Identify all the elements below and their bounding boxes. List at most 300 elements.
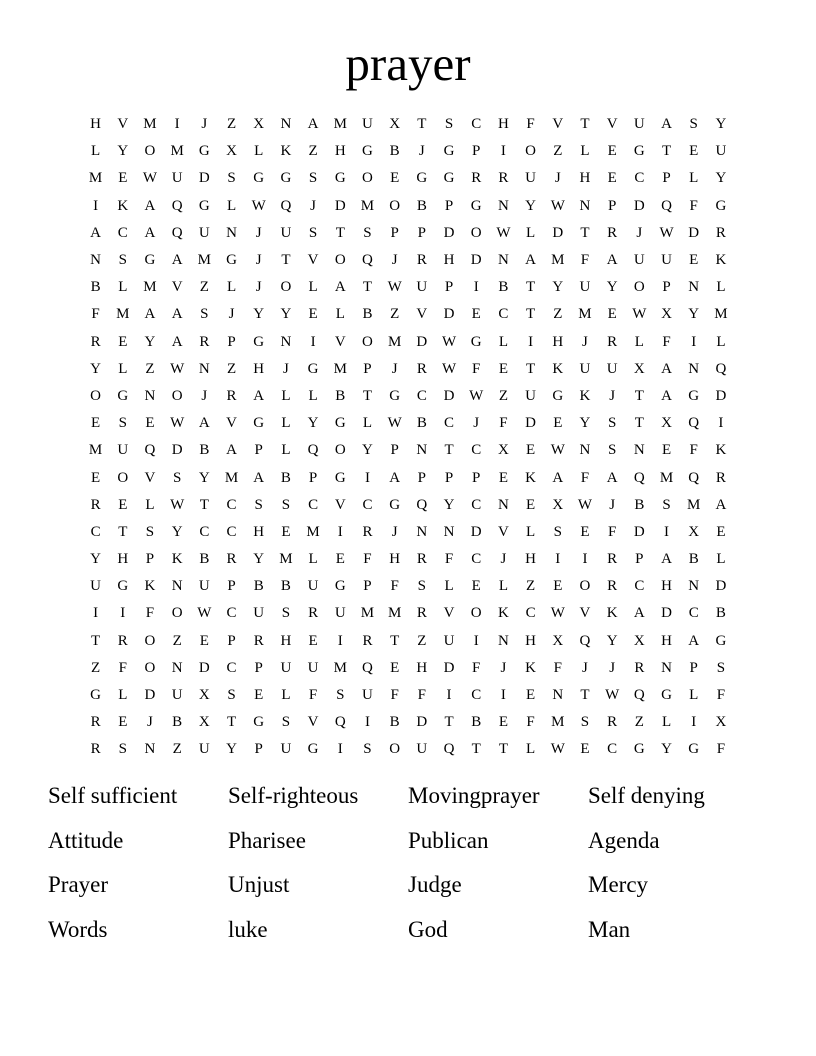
grid-letter[interactable]: M bbox=[143, 279, 157, 296]
grid-letter[interactable]: L bbox=[661, 714, 672, 731]
grid-letter[interactable]: J bbox=[636, 224, 643, 241]
grid-letter[interactable]: U bbox=[525, 387, 537, 404]
grid-letter[interactable]: J bbox=[473, 415, 480, 432]
grid-letter[interactable]: V bbox=[226, 415, 237, 432]
grid-letter[interactable]: W bbox=[251, 197, 266, 214]
grid-letter[interactable]: C bbox=[362, 496, 373, 513]
grid-letter[interactable]: O bbox=[144, 632, 156, 649]
grid-letter[interactable]: N bbox=[497, 632, 509, 649]
grid-letter[interactable]: X bbox=[389, 116, 401, 133]
grid-letter[interactable]: N bbox=[688, 360, 700, 377]
grid-letter[interactable]: N bbox=[280, 116, 292, 133]
grid-letter[interactable]: U bbox=[362, 116, 373, 133]
grid-letter[interactable]: G bbox=[661, 687, 672, 704]
grid-letter[interactable]: X bbox=[715, 714, 727, 731]
grid-letter[interactable]: Z bbox=[172, 741, 182, 758]
grid-letter[interactable]: J bbox=[228, 306, 235, 323]
grid-letter[interactable]: R bbox=[607, 578, 618, 595]
grid-letter[interactable]: H bbox=[389, 551, 401, 568]
grid-letter[interactable]: U bbox=[579, 360, 591, 377]
grid-letter[interactable]: T bbox=[580, 116, 590, 133]
grid-letter[interactable]: T bbox=[580, 687, 590, 704]
grid-letter[interactable]: R bbox=[226, 387, 237, 404]
grid-letter[interactable]: I bbox=[364, 469, 370, 486]
grid-letter[interactable]: N bbox=[579, 197, 591, 214]
grid-letter[interactable]: R bbox=[498, 170, 509, 187]
grid-letter[interactable]: B bbox=[280, 469, 291, 486]
grid-letter[interactable]: W bbox=[550, 197, 565, 214]
grid-letter[interactable]: Y bbox=[688, 306, 700, 323]
grid-letter[interactable]: A bbox=[144, 224, 156, 241]
grid-letter[interactable]: L bbox=[226, 197, 237, 214]
grid-letter[interactable]: O bbox=[470, 224, 482, 241]
grid-letter[interactable]: Q bbox=[715, 360, 727, 377]
grid-letter[interactable]: S bbox=[580, 714, 590, 731]
grid-letter[interactable]: D bbox=[633, 523, 645, 540]
grid-letter[interactable]: B bbox=[199, 551, 210, 568]
grid-letter[interactable]: U bbox=[198, 578, 210, 595]
grid-letter[interactable]: P bbox=[444, 279, 454, 296]
grid-letter[interactable]: T bbox=[526, 306, 536, 323]
grid-letter[interactable]: X bbox=[661, 306, 672, 323]
grid-letter[interactable]: Y bbox=[90, 360, 102, 377]
grid-letter[interactable]: J bbox=[500, 551, 507, 568]
grid-letter[interactable]: F bbox=[145, 605, 155, 622]
grid-letter[interactable]: J bbox=[201, 116, 208, 133]
grid-letter[interactable]: V bbox=[144, 469, 156, 486]
grid-letter[interactable]: F bbox=[472, 360, 481, 377]
grid-letter[interactable]: U bbox=[416, 741, 428, 758]
grid-letter[interactable]: W bbox=[550, 741, 565, 758]
grid-letter[interactable]: U bbox=[280, 659, 292, 676]
grid-letter[interactable]: R bbox=[416, 551, 427, 568]
grid-letter[interactable]: E bbox=[118, 170, 128, 187]
grid-letter[interactable]: D bbox=[688, 224, 700, 241]
grid-letter[interactable]: N bbox=[579, 442, 591, 459]
grid-letter[interactable]: H bbox=[661, 632, 672, 649]
grid-letter[interactable]: S bbox=[363, 224, 372, 241]
grid-letter[interactable]: R bbox=[362, 523, 373, 540]
grid-letter[interactable]: M bbox=[333, 659, 347, 676]
grid-letter[interactable]: E bbox=[553, 578, 563, 595]
grid-letter[interactable]: Q bbox=[688, 415, 700, 432]
grid-letter[interactable]: E bbox=[335, 551, 345, 568]
grid-letter[interactable]: M bbox=[659, 469, 674, 486]
grid-letter[interactable]: M bbox=[551, 252, 565, 269]
grid-letter[interactable]: Z bbox=[526, 578, 536, 595]
grid-letter[interactable]: E bbox=[607, 170, 617, 187]
grid-letter[interactable]: J bbox=[609, 496, 616, 513]
grid-letter[interactable]: K bbox=[144, 578, 156, 595]
grid-letter[interactable]: U bbox=[253, 605, 265, 622]
grid-letter[interactable]: G bbox=[443, 170, 455, 187]
grid-letter[interactable]: L bbox=[526, 741, 536, 758]
grid-letter[interactable]: D bbox=[198, 659, 210, 676]
grid-letter[interactable]: P bbox=[254, 442, 263, 459]
grid-letter[interactable]: P bbox=[444, 469, 454, 486]
grid-letter[interactable]: N bbox=[688, 578, 700, 595]
grid-letter[interactable]: B bbox=[280, 578, 291, 595]
grid-letter[interactable]: N bbox=[144, 387, 156, 404]
grid-letter[interactable]: N bbox=[416, 442, 428, 459]
grid-letter[interactable]: T bbox=[634, 415, 644, 432]
grid-letter[interactable]: L bbox=[308, 551, 318, 568]
grid-letter[interactable]: X bbox=[552, 632, 564, 649]
grid-letter[interactable]: N bbox=[198, 360, 210, 377]
grid-letter[interactable]: T bbox=[661, 143, 672, 160]
grid-letter[interactable]: F bbox=[118, 659, 127, 676]
grid-letter[interactable]: A bbox=[661, 551, 672, 568]
grid-letter[interactable]: R bbox=[362, 632, 373, 649]
grid-letter[interactable]: U bbox=[280, 224, 292, 241]
grid-letter[interactable]: E bbox=[118, 333, 128, 350]
grid-letter[interactable]: T bbox=[634, 387, 644, 404]
grid-letter[interactable]: L bbox=[281, 687, 291, 704]
grid-letter[interactable]: H bbox=[90, 116, 102, 133]
grid-letter[interactable]: G bbox=[253, 415, 265, 432]
grid-letter[interactable]: U bbox=[307, 659, 319, 676]
grid-letter[interactable]: V bbox=[552, 116, 564, 133]
grid-letter[interactable]: E bbox=[526, 687, 536, 704]
grid-letter[interactable]: Z bbox=[308, 143, 318, 160]
grid-letter[interactable]: H bbox=[661, 578, 672, 595]
grid-letter[interactable]: D bbox=[416, 714, 428, 731]
grid-letter[interactable]: D bbox=[443, 224, 455, 241]
grid-letter[interactable]: L bbox=[308, 279, 318, 296]
grid-letter[interactable]: N bbox=[443, 523, 455, 540]
grid-letter[interactable]: F bbox=[363, 551, 372, 568]
grid-letter[interactable]: J bbox=[391, 360, 398, 377]
grid-letter[interactable]: W bbox=[550, 442, 565, 459]
grid-letter[interactable]: B bbox=[416, 197, 427, 214]
grid-letter[interactable]: K bbox=[715, 442, 727, 459]
grid-letter[interactable]: B bbox=[416, 415, 427, 432]
grid-letter[interactable]: H bbox=[416, 659, 428, 676]
grid-letter[interactable]: G bbox=[253, 714, 265, 731]
grid-letter[interactable]: I bbox=[664, 523, 670, 540]
grid-letter[interactable]: K bbox=[579, 387, 591, 404]
grid-letter[interactable]: M bbox=[387, 333, 402, 350]
grid-letter[interactable]: C bbox=[416, 387, 427, 404]
grid-letter[interactable]: S bbox=[607, 442, 617, 459]
grid-letter[interactable]: I bbox=[174, 116, 180, 133]
grid-letter[interactable]: W bbox=[632, 306, 647, 323]
grid-letter[interactable]: N bbox=[280, 333, 292, 350]
grid-letter[interactable]: E bbox=[689, 143, 699, 160]
grid-letter[interactable]: E bbox=[390, 170, 400, 187]
grid-letter[interactable]: N bbox=[144, 741, 156, 758]
grid-letter[interactable]: N bbox=[497, 252, 509, 269]
grid-letter[interactable]: L bbox=[716, 333, 726, 350]
grid-letter[interactable]: O bbox=[389, 197, 401, 214]
grid-letter[interactable]: T bbox=[362, 387, 373, 404]
grid-letter[interactable]: F bbox=[689, 197, 698, 214]
grid-letter[interactable]: A bbox=[715, 496, 727, 513]
grid-letter[interactable]: I bbox=[120, 605, 126, 622]
grid-letter[interactable]: Y bbox=[144, 333, 156, 350]
grid-letter[interactable]: I bbox=[473, 279, 479, 296]
grid-letter[interactable]: U bbox=[362, 687, 373, 704]
grid-letter[interactable]: U bbox=[280, 741, 292, 758]
grid-letter[interactable]: K bbox=[117, 197, 129, 214]
grid-letter[interactable]: G bbox=[633, 741, 645, 758]
grid-letter[interactable]: L bbox=[580, 143, 590, 160]
grid-letter[interactable]: W bbox=[605, 687, 620, 704]
grid-letter[interactable]: W bbox=[441, 333, 457, 350]
grid-letter[interactable]: S bbox=[308, 170, 318, 187]
grid-letter[interactable]: F bbox=[444, 551, 454, 568]
grid-letter[interactable]: V bbox=[307, 252, 319, 269]
grid-letter[interactable]: F bbox=[716, 741, 726, 758]
grid-letter[interactable]: Y bbox=[606, 632, 618, 649]
grid-letter[interactable]: W bbox=[387, 279, 402, 296]
grid-letter[interactable]: S bbox=[662, 496, 671, 513]
grid-letter[interactable]: P bbox=[363, 360, 372, 377]
grid-letter[interactable]: S bbox=[417, 578, 427, 595]
grid-letter[interactable]: R bbox=[416, 360, 427, 377]
grid-letter[interactable]: E bbox=[498, 469, 508, 486]
grid-letter[interactable]: C bbox=[471, 687, 482, 704]
grid-letter[interactable]: F bbox=[716, 687, 726, 704]
grid-letter[interactable]: T bbox=[335, 224, 345, 241]
grid-letter[interactable]: G bbox=[552, 387, 564, 404]
grid-letter[interactable]: S bbox=[118, 415, 127, 432]
grid-letter[interactable]: G bbox=[443, 143, 455, 160]
grid-letter[interactable]: H bbox=[579, 170, 591, 187]
grid-letter[interactable]: P bbox=[689, 659, 698, 676]
grid-letter[interactable]: E bbox=[118, 496, 128, 513]
grid-letter[interactable]: V bbox=[117, 116, 129, 133]
grid-letter[interactable]: G bbox=[715, 632, 727, 649]
grid-letter[interactable]: M bbox=[578, 306, 592, 323]
grid-letter[interactable]: F bbox=[472, 659, 481, 676]
grid-letter[interactable]: S bbox=[145, 523, 155, 540]
grid-letter[interactable]: M bbox=[687, 496, 701, 513]
grid-letter[interactable]: L bbox=[226, 279, 237, 296]
grid-letter[interactable]: O bbox=[470, 605, 482, 622]
grid-letter[interactable]: S bbox=[118, 252, 127, 269]
grid-letter[interactable]: X bbox=[633, 632, 645, 649]
grid-letter[interactable]: Q bbox=[443, 741, 455, 758]
grid-letter[interactable]: S bbox=[281, 496, 291, 513]
grid-letter[interactable]: Z bbox=[199, 279, 209, 296]
grid-letter[interactable]: U bbox=[171, 170, 183, 187]
grid-letter[interactable]: E bbox=[607, 143, 617, 160]
grid-letter[interactable]: R bbox=[607, 714, 618, 731]
grid-letter[interactable]: O bbox=[117, 469, 129, 486]
grid-letter[interactable]: U bbox=[661, 252, 672, 269]
grid-letter[interactable]: U bbox=[117, 442, 129, 459]
grid-letter[interactable]: Q bbox=[362, 252, 373, 269]
grid-letter[interactable]: D bbox=[633, 197, 645, 214]
grid-letter[interactable]: X bbox=[497, 442, 509, 459]
grid-letter[interactable]: Q bbox=[362, 659, 373, 676]
grid-letter[interactable]: R bbox=[90, 333, 101, 350]
grid-letter[interactable]: E bbox=[145, 415, 155, 432]
grid-letter[interactable]: L bbox=[444, 578, 454, 595]
grid-letter[interactable]: E bbox=[199, 632, 209, 649]
grid-letter[interactable]: Y bbox=[661, 741, 672, 758]
grid-letter[interactable]: E bbox=[716, 523, 726, 540]
grid-letter[interactable]: R bbox=[308, 605, 319, 622]
grid-letter[interactable]: Z bbox=[172, 632, 182, 649]
grid-letter[interactable]: U bbox=[307, 578, 319, 595]
grid-letter[interactable]: D bbox=[525, 415, 537, 432]
grid-letter[interactable]: K bbox=[715, 252, 727, 269]
grid-letter[interactable]: R bbox=[607, 224, 618, 241]
grid-letter[interactable]: O bbox=[144, 659, 156, 676]
grid-letter[interactable]: L bbox=[716, 279, 726, 296]
grid-letter[interactable]: W bbox=[577, 496, 593, 513]
grid-letter[interactable]: O bbox=[144, 143, 156, 160]
grid-letter[interactable]: A bbox=[171, 252, 183, 269]
grid-letter[interactable]: I bbox=[691, 714, 697, 731]
grid-letter[interactable]: R bbox=[607, 551, 618, 568]
grid-letter[interactable]: H bbox=[253, 523, 265, 540]
grid-letter[interactable]: C bbox=[607, 741, 618, 758]
grid-letter[interactable]: A bbox=[661, 116, 672, 133]
grid-letter[interactable]: P bbox=[417, 469, 427, 486]
grid-letter[interactable]: Y bbox=[362, 442, 373, 459]
grid-letter[interactable]: H bbox=[334, 143, 346, 160]
grid-letter[interactable]: L bbox=[526, 224, 536, 241]
grid-letter[interactable]: G bbox=[470, 333, 482, 350]
grid-letter[interactable]: E bbox=[308, 632, 318, 649]
grid-letter[interactable]: S bbox=[227, 687, 236, 704]
grid-letter[interactable]: S bbox=[336, 687, 345, 704]
grid-letter[interactable]: E bbox=[471, 306, 481, 323]
grid-letter[interactable]: K bbox=[171, 551, 183, 568]
grid-letter[interactable]: D bbox=[144, 687, 156, 704]
grid-letter[interactable]: P bbox=[390, 442, 399, 459]
grid-letter[interactable]: S bbox=[363, 741, 372, 758]
grid-letter[interactable]: M bbox=[170, 143, 184, 160]
grid-letter[interactable]: S bbox=[281, 605, 291, 622]
grid-letter[interactable]: R bbox=[253, 632, 264, 649]
grid-letter[interactable]: A bbox=[144, 306, 156, 323]
grid-letter[interactable]: J bbox=[609, 387, 616, 404]
grid-letter[interactable]: G bbox=[198, 197, 210, 214]
grid-letter[interactable]: Y bbox=[171, 523, 183, 540]
grid-letter[interactable]: O bbox=[579, 578, 591, 595]
grid-letter[interactable]: Y bbox=[117, 143, 129, 160]
grid-letter[interactable]: Y bbox=[443, 496, 455, 513]
grid-letter[interactable]: N bbox=[416, 523, 428, 540]
grid-letter[interactable]: M bbox=[360, 605, 375, 622]
grid-letter[interactable]: G bbox=[334, 578, 346, 595]
grid-letter[interactable]: M bbox=[333, 360, 347, 377]
grid-letter[interactable]: I bbox=[337, 741, 343, 758]
grid-letter[interactable]: R bbox=[226, 551, 237, 568]
grid-letter[interactable]: V bbox=[579, 605, 591, 622]
grid-letter[interactable]: B bbox=[172, 714, 183, 731]
grid-letter[interactable]: G bbox=[307, 741, 319, 758]
grid-letter[interactable]: G bbox=[117, 387, 129, 404]
grid-letter[interactable]: P bbox=[662, 279, 671, 296]
grid-letter[interactable]: E bbox=[607, 306, 617, 323]
grid-letter[interactable]: Z bbox=[634, 714, 644, 731]
grid-letter[interactable]: T bbox=[526, 279, 536, 296]
grid-letter[interactable]: E bbox=[281, 523, 291, 540]
grid-letter[interactable]: B bbox=[715, 605, 726, 622]
grid-letter[interactable]: P bbox=[607, 197, 617, 214]
grid-letter[interactable]: E bbox=[580, 741, 590, 758]
grid-letter[interactable]: A bbox=[606, 469, 618, 486]
grid-letter[interactable]: I bbox=[93, 605, 99, 622]
grid-letter[interactable]: E bbox=[526, 442, 536, 459]
grid-letter[interactable]: A bbox=[661, 387, 672, 404]
grid-letter[interactable]: M bbox=[387, 605, 402, 622]
grid-letter[interactable]: R bbox=[199, 333, 210, 350]
grid-letter[interactable]: H bbox=[525, 551, 537, 568]
grid-letter[interactable]: O bbox=[171, 387, 183, 404]
grid-letter[interactable]: C bbox=[471, 496, 482, 513]
grid-letter[interactable]: W bbox=[387, 415, 402, 432]
grid-letter[interactable]: P bbox=[227, 333, 236, 350]
grid-letter[interactable]: F bbox=[390, 578, 399, 595]
grid-letter[interactable]: D bbox=[443, 306, 455, 323]
grid-letter[interactable]: S bbox=[281, 714, 291, 731]
grid-letter[interactable]: L bbox=[498, 333, 508, 350]
grid-letter[interactable]: X bbox=[253, 116, 265, 133]
grid-letter[interactable]: D bbox=[715, 578, 727, 595]
grid-letter[interactable]: C bbox=[308, 496, 319, 513]
grid-letter[interactable]: Y bbox=[307, 415, 319, 432]
grid-letter[interactable]: N bbox=[171, 659, 183, 676]
grid-letter[interactable]: G bbox=[334, 170, 346, 187]
grid-letter[interactable]: A bbox=[661, 360, 672, 377]
grid-letter[interactable]: C bbox=[226, 659, 237, 676]
grid-letter[interactable]: P bbox=[635, 551, 644, 568]
grid-letter[interactable]: C bbox=[471, 442, 482, 459]
grid-letter[interactable]: B bbox=[90, 279, 101, 296]
grid-letter[interactable]: R bbox=[471, 170, 482, 187]
grid-letter[interactable]: J bbox=[255, 224, 262, 241]
grid-letter[interactable]: R bbox=[117, 632, 128, 649]
grid-letter[interactable]: U bbox=[525, 170, 537, 187]
grid-letter[interactable]: Y bbox=[253, 551, 265, 568]
grid-letter[interactable]: S bbox=[227, 170, 236, 187]
grid-letter[interactable]: M bbox=[116, 306, 130, 323]
grid-letter[interactable]: R bbox=[715, 224, 726, 241]
grid-letter[interactable]: L bbox=[118, 687, 128, 704]
grid-letter[interactable]: R bbox=[634, 659, 645, 676]
grid-letter[interactable]: G bbox=[688, 741, 700, 758]
grid-letter[interactable]: P bbox=[254, 659, 263, 676]
grid-letter[interactable]: L bbox=[308, 387, 318, 404]
grid-letter[interactable]: A bbox=[226, 442, 237, 459]
grid-letter[interactable]: N bbox=[497, 496, 509, 513]
grid-letter[interactable]: Q bbox=[661, 197, 672, 214]
grid-letter[interactable]: K bbox=[606, 605, 618, 622]
grid-letter[interactable]: A bbox=[633, 605, 645, 622]
grid-letter[interactable]: H bbox=[525, 632, 537, 649]
grid-letter[interactable]: P bbox=[472, 143, 481, 160]
grid-letter[interactable]: Y bbox=[715, 170, 727, 187]
grid-letter[interactable]: T bbox=[281, 252, 291, 269]
grid-letter[interactable]: O bbox=[362, 333, 373, 350]
grid-letter[interactable]: B bbox=[362, 306, 373, 323]
grid-letter[interactable]: V bbox=[334, 496, 346, 513]
grid-letter[interactable]: I bbox=[446, 687, 452, 704]
grid-letter[interactable]: F bbox=[526, 714, 535, 731]
grid-letter[interactable]: N bbox=[661, 659, 672, 676]
grid-letter[interactable]: M bbox=[714, 306, 728, 323]
grid-letter[interactable]: Q bbox=[633, 687, 645, 704]
grid-letter[interactable]: L bbox=[526, 523, 536, 540]
grid-letter[interactable]: E bbox=[471, 578, 481, 595]
grid-letter[interactable]: C bbox=[471, 116, 482, 133]
